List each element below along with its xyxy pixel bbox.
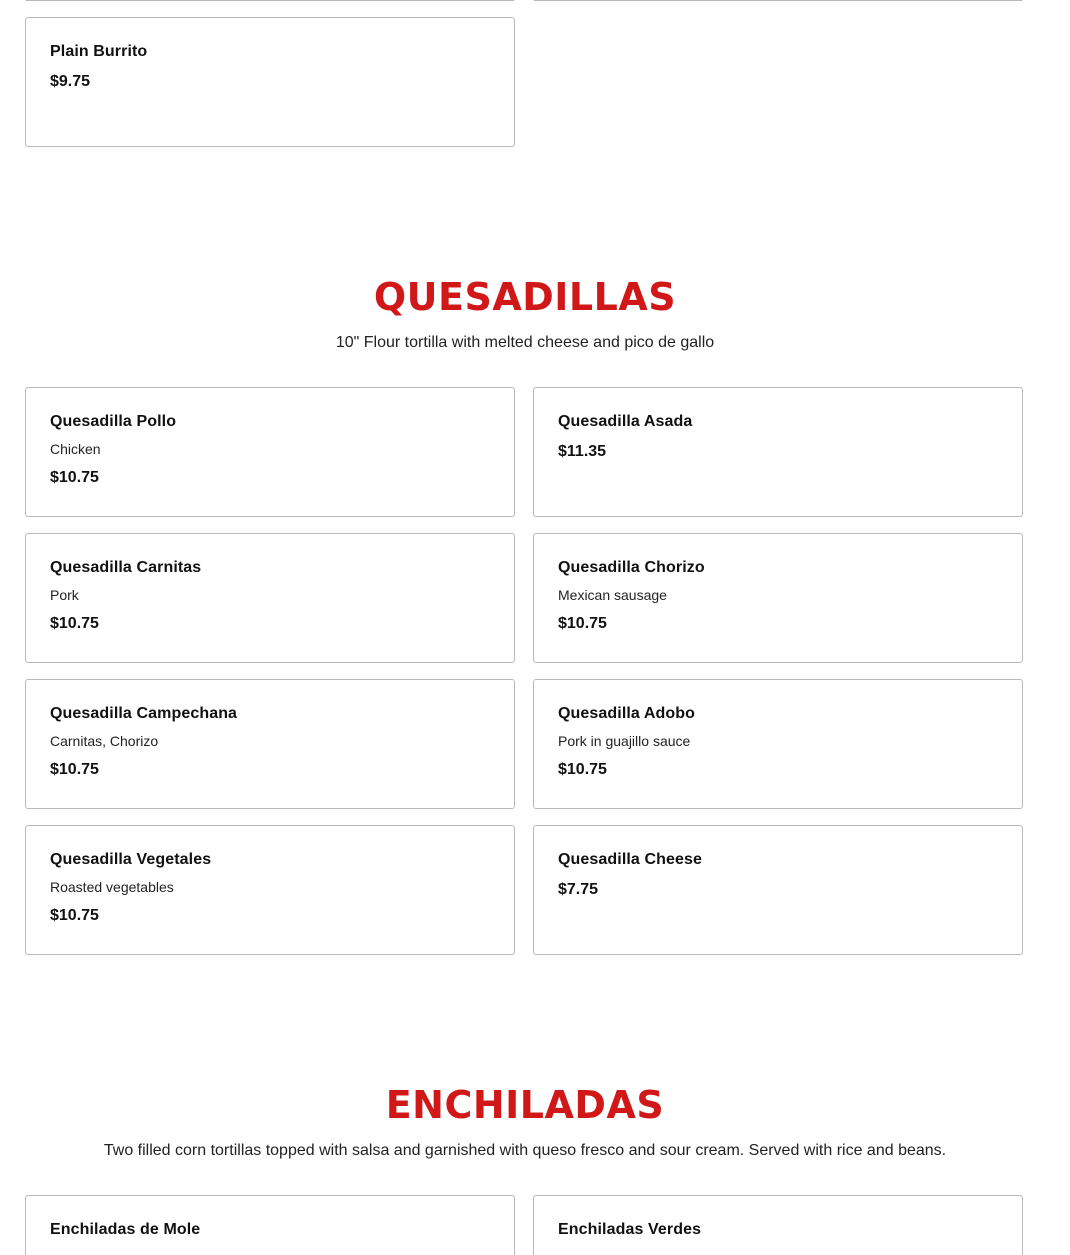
menu-item-name: Enchiladas Verdes [558,1221,702,1238]
menu-item-name: Quesadilla Vegetales [50,851,212,868]
menu-item-card-quesadilla-adobo[interactable] [533,679,1023,809]
menu-item-name: Quesadilla Cheese [558,851,702,868]
menu-item-price: $10.75 [50,615,99,632]
menu-item-name: Quesadilla Campechana [50,705,238,722]
menu-item-name: Enchiladas de Mole [50,1221,201,1238]
menu-item-description: Mexican sausage [558,587,667,603]
menu-item-price: $9.75 [50,73,91,90]
menu-item-description: Roasted vegetables [50,879,174,895]
menu-item-description: Carnitas, Chorizo [50,733,159,749]
menu-item-name: Quesadilla Pollo [50,413,177,430]
menu-item-price: $10.75 [50,907,99,924]
menu-item-price: $10.75 [558,761,607,778]
section-title-enchiladas: ENCHILADAS [385,1083,665,1127]
menu-item-name: Plain Burrito [50,43,148,60]
menu-item-description: Pork [50,587,79,603]
menu-item-description: Chicken [50,441,101,457]
menu-item-card-plain-burrito[interactable] [25,17,515,147]
menu-item-card-quesadilla-asada[interactable] [533,387,1023,517]
menu-item-card[interactable] [533,0,1023,1]
menu-item-card-quesadilla-vegetales[interactable] [25,825,515,955]
menu-item-price: $11.35 [558,443,607,460]
menu-item-name: Quesadilla Adobo [558,705,696,722]
menu-item-card-quesadilla-cheese[interactable] [533,825,1023,955]
menu-item-card-enchiladas-de-mole[interactable] [25,1195,515,1255]
menu-item-card[interactable] [25,0,515,1]
menu-item-card-enchiladas-verdes[interactable] [533,1195,1023,1255]
menu-item-name: Quesadilla Asada [558,413,693,430]
section-subtitle-quesadillas: 10" Flour tortilla with melted cheese and pico de gallo [335,334,715,351]
section-title-quesadillas: QUESADILLAS [373,275,677,319]
menu-item-name: Quesadilla Carnitas [50,559,202,576]
menu-item-card-quesadilla-pollo[interactable] [25,387,515,517]
section-subtitle-enchiladas: Two filled corn tortillas topped with salsa and garnished with queso fresco and sour cream. Served with rice and beans. [103,1142,947,1159]
menu-item-price: $7.75 [558,881,599,898]
menu-item-description: Pork in guajillo sauce [558,733,691,749]
menu-item-card-quesadilla-chorizo[interactable] [533,533,1023,663]
menu-item-price: $10.75 [50,761,99,778]
menu-item-card-quesadilla-carnitas[interactable] [25,533,515,663]
menu-item-card-quesadilla-campechana[interactable] [25,679,515,809]
menu-item-price: $10.75 [50,469,99,486]
menu-item-price: $10.75 [558,615,607,632]
menu-item-name: Quesadilla Chorizo [558,559,705,576]
